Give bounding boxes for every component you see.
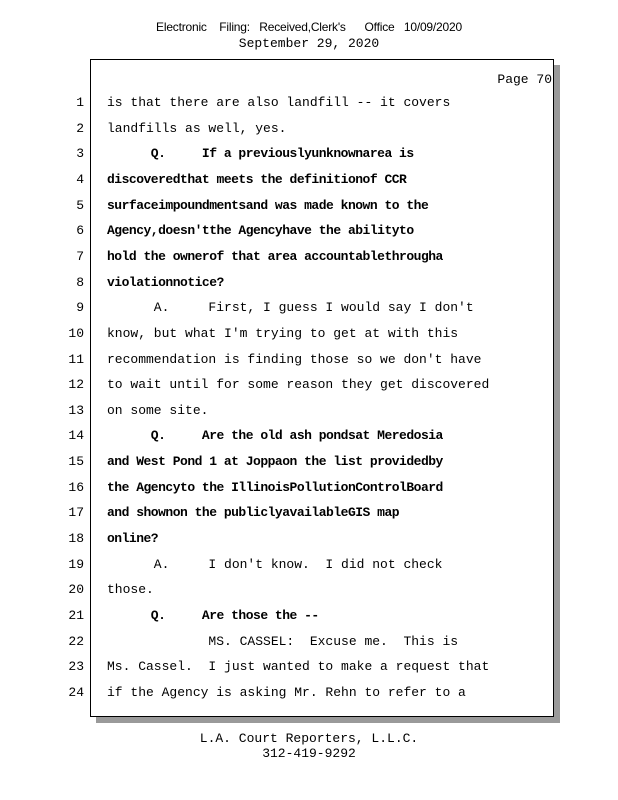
line-text: hold the ownerof that area accountablethrougha [107, 249, 443, 264]
line-text: MS. CASSEL: Excuse me. This is [107, 634, 459, 649]
line-text: to wait until for some reason they get discovered [107, 377, 490, 392]
line-number: 20 [68, 582, 84, 597]
transcript-line [0, 248, 560, 266]
transcript-line [0, 145, 560, 163]
transcript-line [0, 633, 560, 651]
transcript-line [0, 607, 560, 625]
line-number: 14 [68, 428, 84, 443]
line-number: 2 [76, 121, 84, 136]
transcript-line [0, 581, 560, 599]
line-number: 21 [68, 608, 84, 623]
footer-phone: 312-419-9292 [262, 746, 356, 761]
line-text: those. [107, 582, 154, 597]
line-text: is that there are also landfill -- it covers [107, 95, 451, 110]
transcript-line [0, 351, 560, 369]
line-text: violationnotice? [107, 275, 224, 290]
filing-stamp: Electronic Filing: Received,Clerk's Office 10/09/2020 [156, 20, 462, 34]
transcript-line [0, 453, 560, 471]
line-number: 1 [76, 95, 84, 110]
line-text: and West Pond 1 at Joppaon the list providedby [107, 454, 443, 469]
line-text: A. I don't know. I did not check [107, 557, 443, 572]
line-text: if the Agency is asking Mr. Rehn to refer to a [107, 685, 466, 700]
page-number: Page 70 [497, 72, 552, 87]
transcript-line [0, 658, 560, 676]
transcript-line [0, 197, 560, 215]
line-number: 24 [68, 685, 84, 700]
transcript-line [0, 120, 560, 138]
line-number: 22 [68, 634, 84, 649]
transcript-line [0, 222, 560, 240]
line-number: 4 [76, 172, 84, 187]
transcript-date: September 29, 2020 [238, 36, 380, 51]
transcript-line [0, 274, 560, 292]
line-text: online? [107, 531, 159, 546]
line-number: 10 [68, 326, 84, 341]
line-text: on some site. [107, 403, 209, 418]
line-number: 8 [76, 275, 84, 290]
transcript-line [0, 325, 560, 343]
line-text: know, but what I'm trying to get at with this [107, 326, 459, 341]
line-text: Q. Are those the -- [107, 608, 319, 623]
line-number: 5 [76, 198, 84, 213]
line-text: Q. If a previouslyunknownarea is [107, 146, 414, 161]
line-text: surfaceimpoundmentsand was made known to the [107, 198, 429, 213]
transcript-line [0, 376, 560, 394]
line-text: recommendation is finding those so we don't have [107, 352, 482, 367]
line-text: Ms. Cassel. I just wanted to make a request that [107, 659, 490, 674]
line-text: Q. Are the old ash pondsat Meredosia [107, 428, 443, 443]
transcript-line [0, 479, 560, 497]
transcript-line [0, 171, 560, 189]
line-text: A. First, I guess I would say I don't [107, 300, 474, 315]
line-text: landfills as well, yes. [107, 121, 287, 136]
line-text: and shownon the publiclyavailableGIS map [107, 505, 400, 520]
transcript-line [0, 556, 560, 574]
line-number: 23 [68, 659, 84, 674]
transcript-line [0, 94, 560, 112]
line-text: discoveredthat meets the definitionof CCR [107, 172, 407, 187]
transcript-line [0, 427, 560, 445]
line-number: 19 [68, 557, 84, 572]
transcript-line [0, 504, 560, 522]
transcript-line [0, 402, 560, 420]
line-number: 18 [68, 531, 84, 546]
transcript-line [0, 530, 560, 548]
transcript-line [0, 299, 560, 317]
line-number: 9 [76, 300, 84, 315]
line-number: 15 [68, 454, 84, 469]
line-number: 6 [76, 223, 84, 238]
line-number: 3 [76, 146, 84, 161]
line-number: 7 [76, 249, 84, 264]
line-text: Agency,doesn'tthe Agencyhave the abilityto [107, 223, 414, 238]
line-number: 16 [68, 480, 84, 495]
line-number: 12 [68, 377, 84, 392]
line-text: the Agencyto the IllinoisPollutionControlBoard [107, 480, 443, 495]
footer-company: L.A. Court Reporters, L.L.C. [199, 731, 419, 746]
line-number: 11 [68, 352, 84, 367]
line-number: 17 [68, 505, 84, 520]
line-number: 13 [68, 403, 84, 418]
transcript-line [0, 684, 560, 702]
